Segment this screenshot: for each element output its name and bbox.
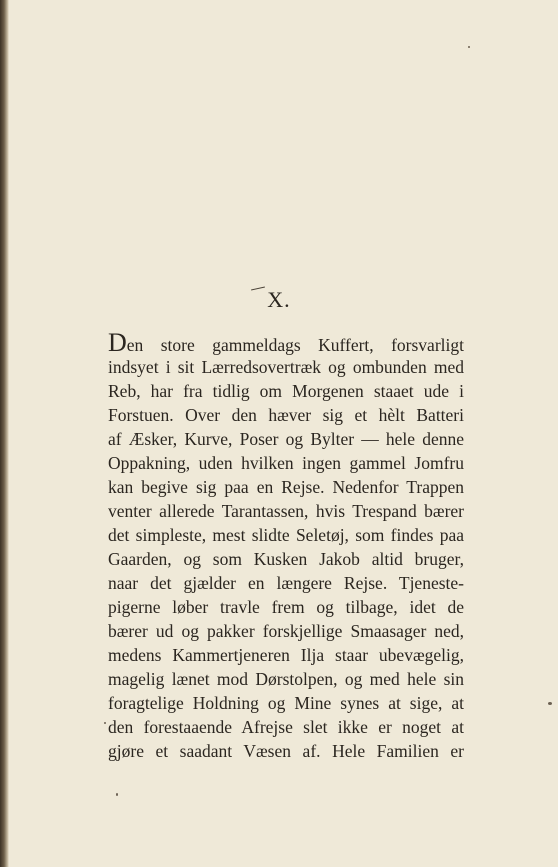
text-line: foragtelige Holdning og Mine synes at sige, at [108, 693, 464, 713]
text-line: magelig lænet mod Dørstolpen, og med hele sin [108, 669, 464, 689]
text-line: Reb, har fra tidlig om Morgenen staaet ude i [108, 381, 464, 401]
text-line: kan begive sig paa en Rejse. Nedenfor Trappen [108, 477, 464, 497]
paper-speck [468, 46, 470, 48]
text-line: Gaarden, og som Kusken Jakob altid bruger, [108, 549, 464, 569]
text-line: pigerne løber travle frem og tilbage, idet de [108, 597, 464, 617]
text-line: venter allerede Tarantassen, hvis Trespand bærer [108, 501, 464, 521]
paper-speck [104, 722, 106, 724]
paper-speck [548, 702, 552, 705]
text-line: Oppakning, uden hvilken ingen gammel Jomfru [108, 453, 464, 473]
text-line: Forstuen. Over den hæver sig et hèlt Batteri [108, 405, 464, 425]
chapter-heading: X. [267, 287, 291, 312]
first-line-text: en store gammeldags Kuffert, forsvarligt [126, 335, 464, 355]
paper-speck [116, 793, 118, 796]
text-line: naar det gjælder en længere Rejse. Tjeneste- [108, 573, 464, 593]
text-line: gjøre et saadant Væsen af. Hele Familien er [108, 741, 464, 761]
text-line: af Æsker, Kurve, Poser og Bylter — hele denne [108, 429, 464, 449]
drop-capital: D [108, 328, 127, 357]
text-line: den forestaaende Afrejse slet ikke er noget at [108, 717, 464, 737]
text-line: bærer ud og pakker forskjellige Smaasager ned, [108, 621, 464, 641]
text-line: indsyet i sit Lærredsovertræk og ombunden med [108, 357, 464, 377]
text-line: medens Kammertjeneren Ilja staar ubevægelig, [108, 645, 464, 665]
page-binding-shadow [0, 0, 9, 867]
text-line: det simpleste, mest slidte Seletøj, som findes paa [108, 525, 464, 545]
text-line-first [108, 328, 464, 357]
